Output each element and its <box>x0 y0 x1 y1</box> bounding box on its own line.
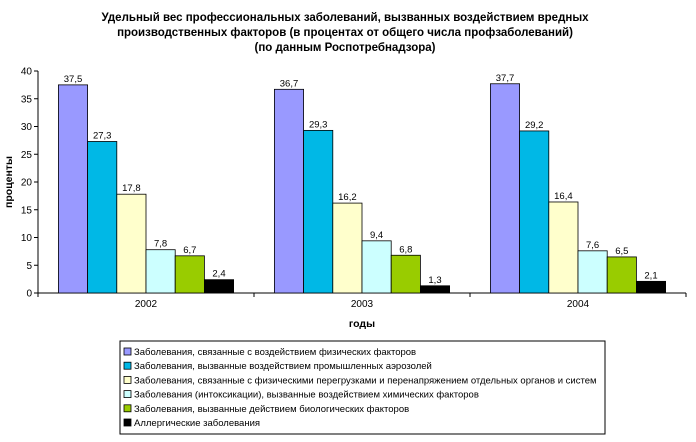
y-tick-label: 10 <box>20 233 32 244</box>
y-tick-label: 15 <box>20 205 32 217</box>
legend-swatch <box>124 376 131 383</box>
data-label: 36,7 <box>279 78 299 90</box>
chart-title-line-1: Удельный вес профессиональных заболеваний, вызванных воздействием вредных <box>101 12 589 24</box>
bar <box>578 251 607 293</box>
bar <box>391 255 420 293</box>
data-label: 2,1 <box>644 270 658 282</box>
legend-item-label: Аллергические заболевания <box>134 418 261 429</box>
data-label: 1,3 <box>428 274 442 286</box>
legend-item-label: Заболевания, связанные с физическими перегрузками и перенапряжением отдельных органов и систем <box>134 375 597 387</box>
x-tick-label: 2003 <box>350 299 374 310</box>
data-label: 6,8 <box>399 244 413 256</box>
y-tick-label: 35 <box>20 94 32 106</box>
bar <box>146 250 175 293</box>
bar <box>520 131 549 293</box>
y-tick-label: 25 <box>20 149 32 161</box>
bar <box>204 280 233 293</box>
legend-item-label: Заболевания, вызванные воздействием промышленных аэрозолей <box>134 361 432 373</box>
bar <box>333 203 362 293</box>
chart-title-line-2: производственных факторов (в процентах от общего числа профзаболеваний) <box>117 27 573 39</box>
data-label: 6,5 <box>615 245 629 257</box>
bar <box>304 130 333 293</box>
bar <box>420 286 449 293</box>
bar <box>58 85 87 293</box>
y-tick-label: 5 <box>26 260 32 272</box>
data-label: 37,7 <box>495 72 515 84</box>
bar <box>175 256 204 293</box>
legend-item-label: Заболевания (интоксикации), вызванные воздействием химических факторов <box>134 389 479 401</box>
bar <box>490 84 519 293</box>
bar <box>549 202 578 293</box>
y-tick-label: 0 <box>26 288 32 300</box>
data-label: 7,8 <box>153 238 168 250</box>
legend-item-label: Заболевания, связанные с воздействием физических факторов <box>134 347 417 358</box>
data-label: 16,4 <box>554 190 573 202</box>
bar <box>117 194 146 293</box>
data-label: 7,6 <box>585 239 600 251</box>
legend-swatch <box>124 362 131 369</box>
x-tick-label: 2002 <box>134 299 158 310</box>
bar <box>88 141 117 293</box>
data-label: 9,4 <box>369 229 384 241</box>
legend-item-label: Заболевания, вызванные действием биологических факторов <box>134 403 410 415</box>
data-label: 37,5 <box>63 73 83 85</box>
x-axis-title: годы <box>348 318 376 330</box>
data-label: 16,2 <box>338 192 357 204</box>
bar <box>636 281 665 293</box>
data-label: 6,7 <box>183 244 197 256</box>
y-tick-label: 30 <box>20 122 32 133</box>
chart-title-line-3: (по данным Роспотребнадзора) <box>254 42 436 54</box>
bar <box>607 257 636 293</box>
plot-area <box>21 67 686 311</box>
bar <box>274 89 303 293</box>
legend-swatch <box>124 391 131 398</box>
data-label: 27,3 <box>92 130 112 142</box>
bar <box>362 241 391 293</box>
y-tick-label: 40 <box>20 66 32 78</box>
legend-swatch <box>124 405 131 412</box>
y-tick-label: 20 <box>20 177 32 189</box>
x-tick-label: 2004 <box>566 299 590 310</box>
data-label: 2,4 <box>212 268 226 280</box>
data-label: 17,8 <box>122 183 141 195</box>
data-label: 29,3 <box>308 119 328 131</box>
legend-swatch <box>124 348 131 355</box>
chart-title <box>101 12 589 54</box>
data-label: 29,2 <box>524 119 544 131</box>
y-axis-title: проценты <box>3 156 15 208</box>
legend-swatch <box>124 419 131 426</box>
legend <box>120 341 605 434</box>
